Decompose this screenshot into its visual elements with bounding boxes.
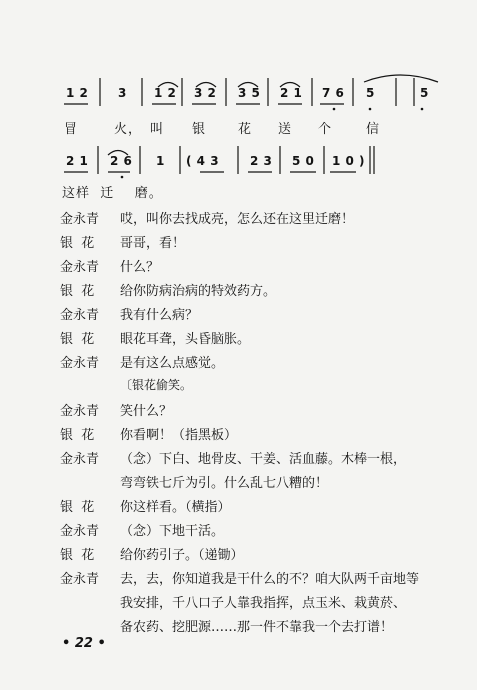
- note: ( 4 3: [186, 154, 220, 168]
- line-text: （念）下白、地骨皮、干姜、活血藤。木棒一根，: [120, 452, 407, 467]
- lyric-line-2: 这样 迁 磨。: [62, 186, 163, 201]
- lyric: 花: [238, 122, 253, 137]
- lyric: 银: [192, 122, 207, 137]
- line-text: 你看啊！（指黑板）: [120, 428, 238, 443]
- dialogue-line: [60, 520, 447, 544]
- speaker: 金永青: [60, 524, 100, 539]
- dialogue-line: [60, 544, 447, 568]
- speaker: 银 花: [60, 332, 95, 347]
- lyric: 送: [278, 122, 293, 137]
- line-text: 备农药、挖肥源……那一件不靠我一个去打谱！: [120, 620, 394, 635]
- lyric: 信: [366, 122, 381, 137]
- score-line-2: [0, 140, 477, 182]
- speaker: 金永青: [60, 308, 100, 323]
- note: 5 0: [292, 154, 315, 168]
- lyric: 叫: [150, 122, 165, 137]
- note: 5: [420, 86, 429, 100]
- lyric: 火，: [114, 122, 143, 137]
- speaker: 金永青: [60, 572, 100, 587]
- line-text: 给你药引子。（递锄）: [120, 548, 244, 563]
- score-line-1: [0, 72, 477, 114]
- line-text: 我有什么病？: [120, 308, 199, 323]
- dialogue-line: [60, 472, 447, 496]
- lyric: 个: [318, 122, 333, 137]
- dialogue-line: [60, 496, 447, 520]
- speaker: 金永青: [60, 356, 100, 371]
- dialogue-line: [60, 232, 447, 256]
- speaker: 金永青: [60, 452, 100, 467]
- dialogue-line: [60, 280, 447, 304]
- dialogue-line: [60, 424, 447, 448]
- note: 5: [366, 86, 375, 100]
- dialogue-line: [60, 592, 447, 616]
- note: 2 1: [66, 154, 89, 168]
- speaker: 银 花: [60, 500, 95, 515]
- line-text: 你这样看。（横指）: [120, 500, 231, 515]
- line-text: 弯弯铁七斤为引。什么乱七八糟的！: [120, 476, 329, 491]
- line-text: 什么？: [120, 260, 160, 275]
- line-text: （念）下地干活。: [120, 524, 225, 539]
- line-text: 给你防病治病的特效药方。: [120, 284, 277, 299]
- note: 7 6: [322, 86, 345, 100]
- dialogue-line: [60, 568, 447, 592]
- speaker: 银 花: [60, 548, 95, 563]
- note: 3 5: [238, 86, 261, 100]
- line-text: 哎，叫你去找成亮，怎么还在这里迁磨！: [120, 212, 355, 227]
- note: 3: [118, 86, 127, 100]
- note: 1 2: [66, 86, 89, 100]
- stage-direction: [60, 376, 447, 400]
- note: 2 3: [250, 154, 273, 168]
- speaker: 金永青: [60, 212, 100, 227]
- note: 2 6: [110, 154, 133, 168]
- page-number: • 22 •: [62, 636, 106, 651]
- dialogue-line: [60, 304, 447, 328]
- dialogue-line: [60, 208, 447, 232]
- note: 1 0 ): [332, 154, 366, 168]
- note: 1 2: [154, 86, 177, 100]
- note: 2 1: [280, 86, 303, 100]
- speaker: 银 花: [60, 236, 95, 251]
- speaker: 金永青: [60, 404, 100, 419]
- note: 1: [156, 154, 165, 168]
- lyric: 冒: [64, 122, 79, 137]
- dialogue-line: [60, 616, 447, 640]
- line-text: 笑什么？: [120, 404, 173, 419]
- line-text: 〔银花偷笑。: [120, 378, 193, 392]
- speaker: 银 花: [60, 428, 95, 443]
- line-text: 是有这么点感觉。: [120, 356, 225, 371]
- line-text: 去，去，你知道我是干什么的不？咱大队两千亩地等: [120, 572, 420, 587]
- dialogue-line: [60, 352, 447, 376]
- dialogue-line: [60, 328, 447, 352]
- dialogue-line: [60, 448, 447, 472]
- note: 3 2: [194, 86, 217, 100]
- dialogue-line: [60, 256, 447, 280]
- speaker: 金永青: [60, 260, 100, 275]
- line-text: 我安排，千八口子人靠我指挥，点玉米、栽黄菸、: [120, 596, 407, 611]
- speaker: 银 花: [60, 284, 95, 299]
- line-text: 眼花耳聋，头昏脑胀。: [120, 332, 251, 347]
- line-text: 哥哥，看！: [120, 236, 186, 251]
- dialogue-line: [60, 400, 447, 424]
